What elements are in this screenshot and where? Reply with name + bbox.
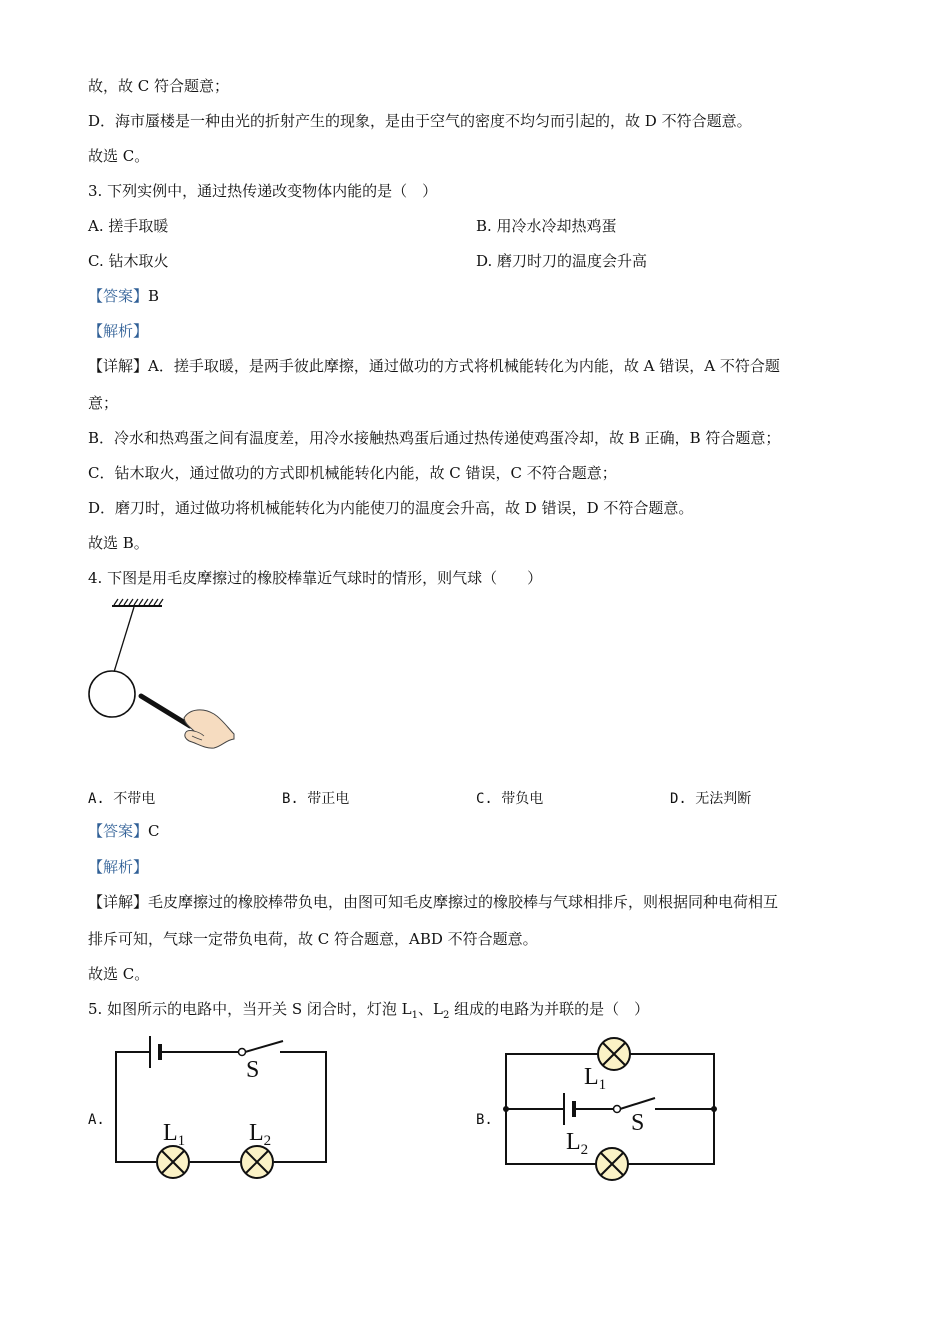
q5-option-b[interactable]: B.	[476, 1112, 493, 1128]
lamp-2	[241, 1146, 273, 1178]
lamp-1	[598, 1038, 630, 1070]
switch-pivot	[614, 1106, 621, 1113]
detail-tag: 【详解】	[88, 893, 149, 911]
q5-question	[88, 999, 649, 1026]
lamp-1	[157, 1146, 189, 1178]
q5-question-sep: 、L	[418, 1000, 443, 1018]
q3-answer	[88, 286, 159, 306]
q3-analysis-tag: 【解析】	[88, 322, 149, 340]
q4-question: 4. 下图是用毛皮摩擦过的橡胶棒靠近气球时的情形，则气球（ ）	[88, 569, 543, 587]
q4-option-c[interactable]: C. 带负电	[476, 791, 544, 807]
q3-option-c[interactable]: C. 钻木取火	[88, 252, 169, 270]
q5-sub-2: 2	[442, 1010, 450, 1021]
q3-detail-4: D．磨刀时，通过做功将机械能转化为内能使刀的温度会升高，故 D 错误，D 不符合题意。	[88, 499, 694, 517]
q4-option-b[interactable]: B. 带正电	[282, 791, 350, 807]
junction-left	[503, 1106, 509, 1112]
answer-tag: 【答案】	[88, 287, 149, 305]
circuit-a[interactable]	[108, 1032, 334, 1186]
q3-option-d[interactable]: D. 磨刀时刀的温度会升高	[476, 252, 648, 270]
q4-option-a[interactable]: A. 不带电	[88, 791, 156, 807]
q4-conclusion: 故选 C。	[88, 965, 150, 983]
q5-option-a[interactable]: A.	[88, 1112, 105, 1128]
lamp-1-label: $L_1$	[584, 1064, 607, 1093]
q3-option-a[interactable]: A. 搓手取暖	[88, 217, 169, 235]
q3-question: 3. 下列实例中，通过热传递改变物体内能的是（ ）	[88, 182, 438, 200]
q4-detail-2: 排斥可知，气球一定带负电荷，故 C 符合题意，ABD 不符合题意。	[88, 930, 538, 948]
switch-label: S	[631, 1110, 645, 1136]
q3-option-b[interactable]: B. 用冷水冷却热鸡蛋	[476, 217, 617, 235]
lamp-1-label: $L_1$	[163, 1120, 186, 1149]
lamp-2-label: $L_2$	[566, 1129, 589, 1158]
q3-detail-3: C．钻木取火，通过做功的方式即机械能转化内能，故 C 错误，C 不符合题意；	[88, 464, 617, 482]
answer-tag: 【答案】	[88, 822, 149, 840]
intro-line-2: D．海市蜃楼是一种由光的折射产生的现象，是由于空气的密度不均匀而引起的，故 D 不符合题意。	[88, 112, 752, 130]
string	[114, 607, 134, 672]
detail-text: A．搓手取暖，是两手彼此摩擦，通过做功的方式将机械能转化为内能，故 A 错误，A 不符合题	[148, 357, 780, 375]
q3-detail-2: B．冷水和热鸡蛋之间有温度差，用冷水接触热鸡蛋后通过热传递使鸡蛋冷却，故 B 正确，B 符合题意；	[88, 429, 781, 447]
balloon	[89, 671, 135, 717]
rubber-rod	[141, 696, 190, 726]
q4-analysis-tag: 【解析】	[88, 858, 149, 876]
balloon-figure	[86, 598, 238, 758]
switch-blade	[620, 1098, 655, 1109]
ceiling-hatch	[114, 599, 163, 605]
detail-text: 毛皮摩擦过的橡胶棒带负电，由图可知毛皮摩擦过的橡胶棒与气球相排斥，则根据同种电荷相互	[148, 893, 779, 911]
q5-question-text: 5. 如图所示的电路中，当开关 S 闭合时，灯泡 L	[88, 1000, 412, 1018]
q3-detail-1	[88, 356, 780, 376]
lamp-2-label: $L_2$	[249, 1120, 272, 1149]
detail-tag: 【详解】	[88, 357, 149, 375]
q4-option-d[interactable]: D. 无法判断	[670, 791, 752, 807]
q3-conclusion: 故选 B。	[88, 534, 149, 552]
q5-question-end: 组成的电路为并联的是（ ）	[449, 1000, 650, 1018]
q5-sub-1: 1	[411, 1010, 418, 1021]
circuit-b[interactable]	[500, 1036, 722, 1184]
hand	[184, 710, 234, 748]
switch-pivot	[239, 1049, 246, 1056]
intro-line-1: 故，故 C 符合题意；	[88, 77, 230, 95]
answer-value: B	[148, 287, 160, 305]
intro-conclusion: 故选 C。	[88, 147, 150, 165]
switch-label: S	[246, 1057, 260, 1083]
junction-right	[711, 1106, 717, 1112]
answer-value: C	[148, 822, 160, 840]
switch-blade	[245, 1041, 283, 1052]
q3-detail-1b: 意；	[88, 394, 119, 412]
lamp-2	[596, 1148, 628, 1180]
q4-answer	[88, 821, 160, 841]
q4-detail-1	[88, 892, 778, 912]
